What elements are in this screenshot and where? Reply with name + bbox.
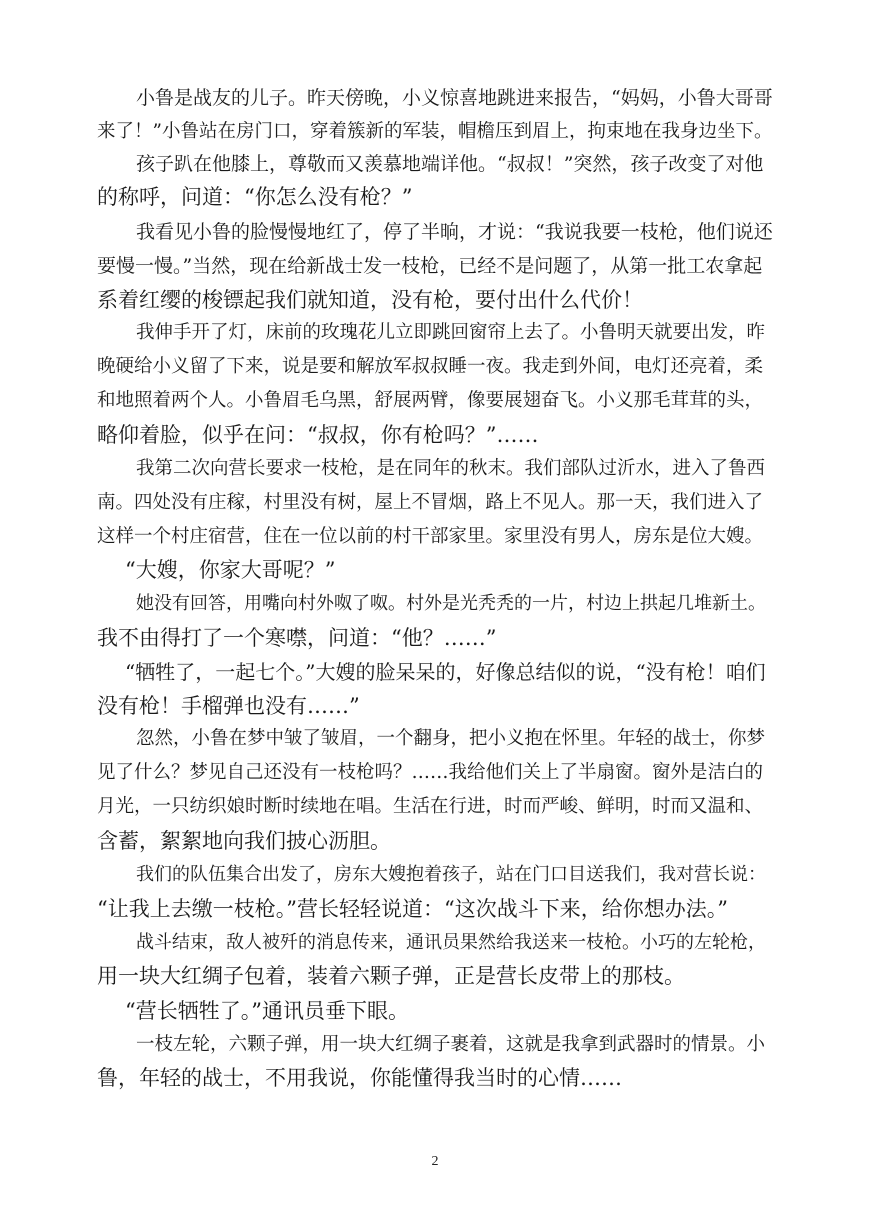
text-line: 用一块大红绸子包着，装着六颗子弹，正是营长皮带上的那枝。: [97, 964, 685, 988]
text-line: 这样一个村庄宿营，住在一位以前的村干部家里。家里没有男人，房东是位大嫂。: [97, 526, 764, 547]
text-line: 我们的队伍集合出发了，房东大嫂抱着孩子，站在门口目送我们，我对营长说：: [136, 864, 766, 885]
text-line: “让我上去缴一枝枪。”营长轻轻说道：“这次战斗下来，给你想办法。”: [97, 897, 728, 921]
text-line: 我不由得打了一个寒噤，问道：“他？……”: [97, 626, 497, 650]
text-line: 孩子趴在他膝上，尊敬而又羡慕地端详他。“叔叔！”突然，孩子改变了对他: [136, 153, 764, 175]
text-line: 略仰着脸，似乎在问：“叔叔，你有枪吗？”……: [97, 423, 539, 447]
page-number: 2: [431, 1154, 439, 1169]
text-line: 见了什么？梦见自己还没有一枝枪吗？……我给他们关上了半扇窗。窗外是洁白的: [97, 762, 764, 783]
text-line: 含蓄，絮絮地向我们披心沥胆。: [97, 829, 391, 853]
text-line: 我看见小鲁的脸慢慢地红了，停了半晌，才说：“我说我要一枝枪，他们说还: [136, 221, 773, 243]
text-line: 小鲁是战友的儿子。昨天傍晚，小义惊喜地跳进来报告，“妈妈，小鲁大哥哥: [136, 87, 773, 109]
text-line: 鲁，年轻的战士，不用我说，你能懂得我当时的心情……: [97, 1066, 622, 1090]
text-line: 晚硬给小义留了下来，说是要和解放军叔叔睡一夜。我走到外间，电灯还亮着，柔: [97, 356, 764, 377]
text-line: 月光，一只纺织娘时断时续地在唱。生活在行进，时而严峻、鲜明，时而又温和、: [97, 796, 764, 817]
text-line: 系着红缨的梭镖起我们就知道，没有枪，要付出什么代价！: [97, 288, 643, 312]
text-line: 一枝左轮，六颗子弹，用一块大红绸子裹着，这就是我拿到武器时的情景。小: [136, 1034, 766, 1055]
text-line: 要慢一慢。”当然，现在给新战士发一枝枪，已经不是问题了，从第一批工农拿起: [97, 255, 763, 277]
text-line: 没有枪！手榴弹也没有……”: [97, 694, 360, 718]
text-line: 我第二次向营长要求一枝枪，是在同年的秋末。我们部队过沂水，进入了鲁西: [136, 458, 766, 479]
text-line: 她没有回答，用嘴向村外呶了呶。村外是光秃秃的一片，村边上拱起几堆新土。: [136, 593, 766, 614]
text-line: 和地照着两个人。小鲁眉毛乌黑，舒展两臂，像要展翅奋飞。小义那毛茸茸的头，: [97, 390, 764, 411]
text-line: 忽然，小鲁在梦中皱了皱眉，一个翻身，把小义抱在怀里。年轻的战士，你梦: [136, 728, 766, 749]
text-line: 我伸手开了灯，床前的玫瑰花儿立即跳回窗帘上去了。小鲁明天就要出发，昨: [136, 322, 766, 343]
text-line: 战斗结束，敌人被歼的消息传来，通讯员果然给我送来一枝枪。小巧的左轮枪，: [136, 932, 766, 953]
text-line: 的称呼，问道：“你怎么没有枪？”: [97, 185, 413, 209]
text-line: “牺牲了，一起七个。”大嫂的脸呆呆的，好像总结似的说，“没有枪！咱们: [125, 660, 766, 684]
text-line: 来了！”小鲁站在房门口，穿着簇新的军装，帽檐压到眉上，拘束地在我身边坐下。: [97, 121, 773, 142]
text-line: 南。四处没有庄稼，村里没有树，屋上不冒烟，路上不见人。那一天，我们进入了: [97, 492, 764, 513]
text-line: “营长牺牲了。”通讯员垂下眼。: [125, 999, 409, 1023]
text-line: “大嫂，你家大哥呢？”: [125, 558, 336, 582]
